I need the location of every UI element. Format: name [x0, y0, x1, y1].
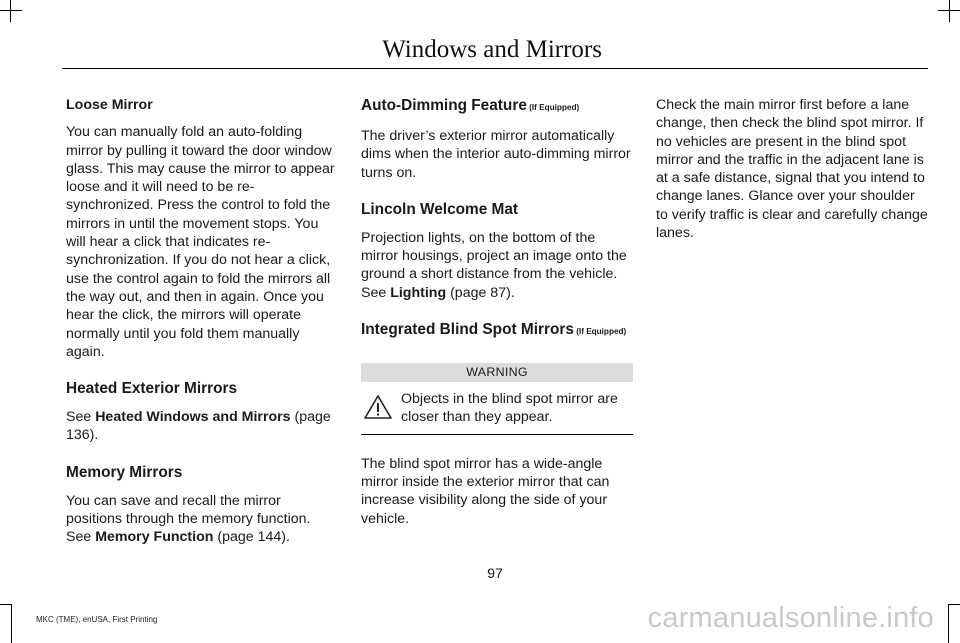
print-info: MKC (TME), enUSA, First Printing	[36, 615, 158, 624]
heated-mirrors-body: See Heated Windows and Mirrors (page 136).	[66, 409, 331, 444]
blind-spot-heading: Integrated Blind Spot Mirrors (If Equipped)	[361, 321, 627, 339]
lighting-link[interactable]: Lighting	[390, 284, 447, 301]
watermark: carmanualsonline.info	[647, 602, 934, 634]
warning-text: Objects in the blind spot mirror are closer than they appear.	[401, 391, 618, 426]
warning-header: WARNING	[361, 363, 633, 382]
column-middle	[361, 96, 633, 546]
crop-mark-bottom-right-v	[948, 604, 949, 643]
crop-mark-top-left-h	[0, 10, 22, 11]
if-equipped-label: (If Equipped)	[526, 103, 580, 112]
header-divider	[62, 68, 928, 69]
warning-box	[361, 382, 633, 435]
page-title: Windows and Mirrors	[382, 36, 602, 63]
column-left	[66, 96, 338, 565]
memory-function-link[interactable]: Memory Function	[95, 529, 214, 546]
crop-mark-bottom-right-h	[948, 604, 960, 605]
page-number: 97	[487, 566, 503, 582]
lane-change-body: Check the main mirror first before a lane change, then check the blind spot mirror. If no vehicles are present in the blind spot mirror and the traffic in the adjacent lane is at a safe distance, signal that you intend to change lanes. Glance over your shoulder to verify traffic is clear and carefully change lanes.	[656, 97, 928, 242]
loose-mirror-body: You can manually fold an auto-folding mirror by pulling it toward the door window glass. This may cause the mirror to appear loose and it will need to be re-synchronized. Press the control to fold the mirrors in until the movement stops. You will hear a click that indicates re-synchronization. If you do not hear a click, use the control again to fold the mirrors all the way out, and then in again. Once you hear the click, the mirrors will operate normally until you fold them manually again.	[66, 124, 335, 360]
auto-dimming-heading: Auto-Dimming Feature (If Equipped)	[361, 97, 580, 114]
heated-mirrors-heading: Heated Exterior Mirrors	[66, 380, 238, 398]
blind-spot-body: The blind spot mirror has a wide-angle mirror inside the exterior mirror that can increase visibility along the side of your vehicle.	[361, 455, 610, 527]
crop-mark-bottom-left-v	[11, 604, 12, 643]
loose-mirror-heading: Loose Mirror	[66, 97, 153, 113]
crop-mark-top-right-v	[949, 0, 950, 22]
welcome-mat-body: Projection lights, on the bottom of the mirror housings, project an image onto the ground a short distance from the vehicle. See Lighting (page 87).	[361, 229, 627, 301]
if-equipped-label: (If Equipped)	[573, 327, 627, 337]
warning-triangle-icon	[363, 394, 393, 420]
memory-mirrors-body: You can save and recall the mirror positions through the memory function. See Memory Function (page 144).	[66, 492, 311, 546]
welcome-mat-heading: Lincoln Welcome Mat	[361, 200, 519, 218]
auto-dimming-body: The driver’s exterior mirror automatically dims when the interior auto-dimming mirror turns on.	[361, 128, 631, 181]
memory-mirrors-heading: Memory Mirrors	[66, 463, 183, 481]
column-right	[656, 96, 928, 260]
heated-windows-link[interactable]: Heated Windows and Mirrors	[95, 409, 291, 426]
crop-mark-top-left-v	[10, 0, 11, 22]
